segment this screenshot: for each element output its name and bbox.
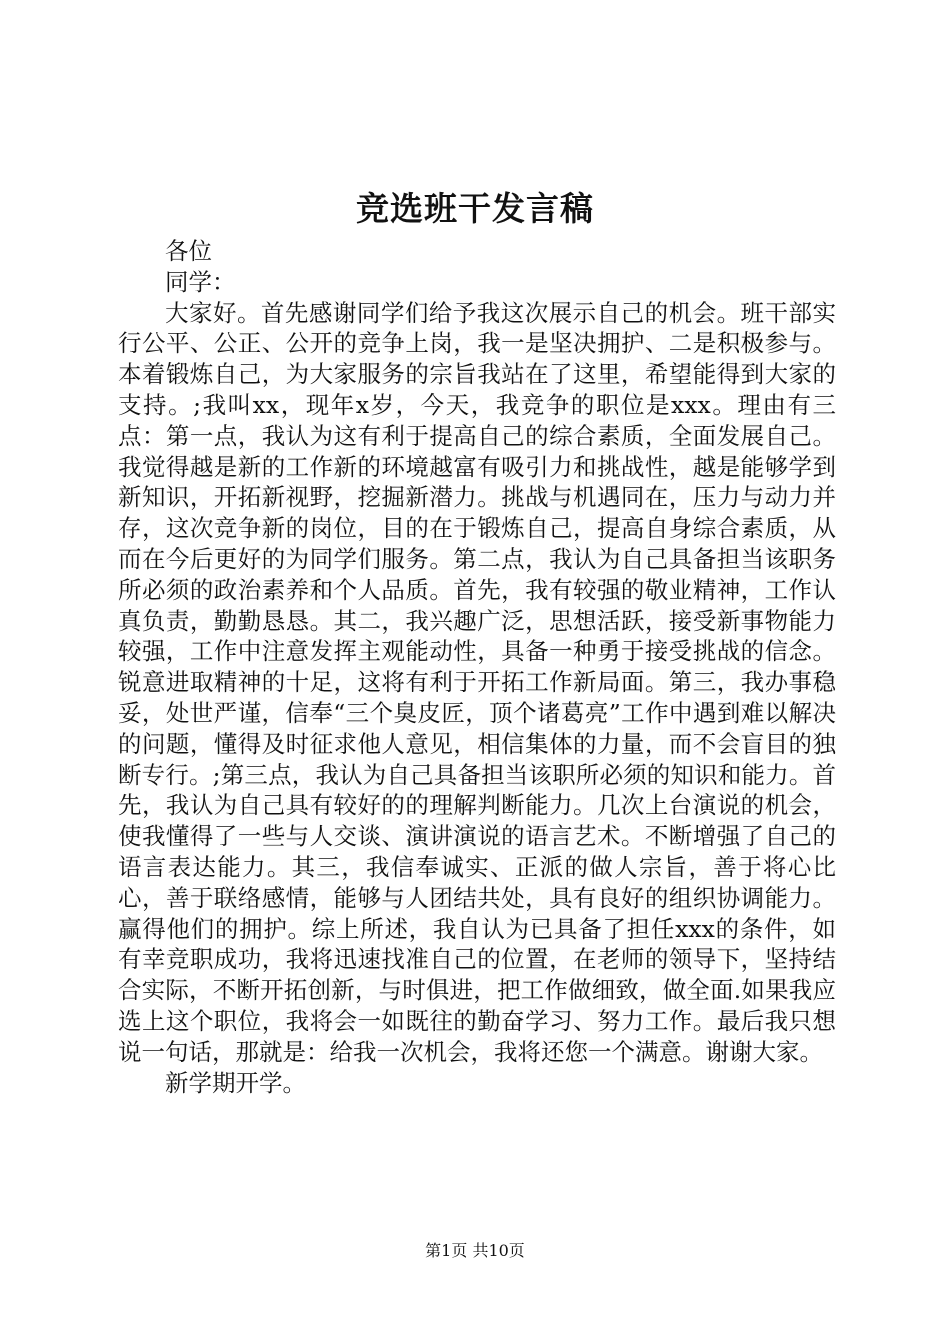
document-title: 竞选班干发言稿 [356,189,594,228]
page-footer: 第1页 共10页 [425,1241,525,1260]
document-body [118,236,836,1098]
greeting-line-1: 各位 [165,237,212,265]
main-paragraph: 大家好。首先感谢同学们给予我这次展示自己的机会。班干部实行公平、公正、公开的竞争上岗，我一是坚决拥护、二是积极参与。本着锻炼自己，为大家服务的宗旨我站在了这里，希望能得到大家的支持。;我叫xx，现年x岁，今天，我竞争的职位是xxx。理由有三点：第一点，我认为这有利于提高自己的综合素质，全面发展自己。我觉得越是新的工作新的环境越富有吸引力和挑战性，越是能够学到新知识，开拓新视野，挖掘新潜力。挑战与机遇同在，压力与动力并存，这次竞争新的岗位，目的在于锻炼自己，提高自身综合素质，从而在今后更好的为同学们服务。第二点，我认为自己具备担当该职务所必须的政治素养和个人品质。首先，我有较强的敬业精神，工作认真负责，勤勤恳恳。其二，我兴趣广泛，思想活跃，接受新事物能力较强，工作中注意发挥主观能动性，具备一种勇于接受挑战的信念。锐意进取精神的十足，这将有利于开拓工作新局面。第三，我办事稳妥，处世严谨，信奉“三个臭皮匠，顶个诸葛亮”工作中遇到难以解决的问题，懂得及时征求他人意见，相信集体的力量，而不会盲目的独断专行。;第三点，我认为自己具备担当该职所必须的知识和能力。首先，我认为自己具有较好的的理解判断能力。几次上台演说的机会，使我懂得了一些与人交谈、演讲演说的语言艺术。不断增强了自己的语言表达能力。其三，我信奉诚实、正派的做人宗旨，善于将心比心，善于联络感情，能够与人团结共处，具有良好的组织协调能力。赢得他们的拥护。综上所述，我自认为已具备了担任xxx的条件，如有幸竞职成功，我将迅速找准自己的位置，在老师的领导下，坚持结合实际，不断开拓创新，与时俱进，把工作做细致，做全面.如果我应选上这个职位，我将会一如既往的勤奋学习、努力工作。最后我只想说一句话，那就是：给我一次机会，我将还您一个满意。谢谢大家。 [118,298,836,1066]
closing-line: 新学期开学。 [165,1068,306,1097]
greeting-line-2: 同学： [165,267,236,296]
